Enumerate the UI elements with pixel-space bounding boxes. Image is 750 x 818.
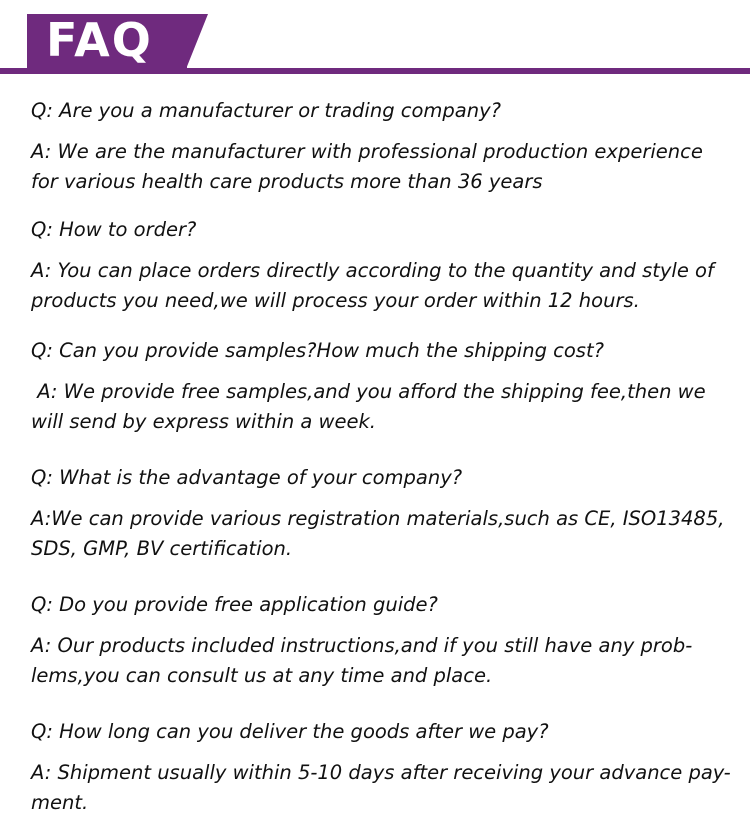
faq-question: Q: How long can you deliver the goods after we pay? (31, 720, 549, 743)
faq-answer: A: We provide free samples,and you afford the shipping fee,then we will send by express within a week. (31, 380, 706, 433)
faq-answer: A: We are the manufacturer with professional production experience for various health care products more than 36 years (31, 140, 703, 193)
faq-answer: A: You can place orders directly according to the quantity and style of products you need,we will process your order within 12 hours. (31, 259, 714, 312)
faq-question: Q: Are you a manufacturer or trading company? (31, 99, 501, 122)
faq-header (0, 0, 750, 76)
header-tab-slant (186, 14, 208, 69)
faq-question: Q: Can you provide samples?How much the shipping cost? (31, 339, 604, 362)
faq-answer: A: Our products included instructions,and if you still have any prob- lems,you can consult us at any time and place. (31, 634, 693, 687)
faq-item-samples (31, 336, 731, 437)
faq-question: Q: How to order? (31, 218, 197, 241)
faq-list (31, 96, 731, 818)
faq-answer: A: Shipment usually within 5-10 days after receiving your advance pay- ment. (31, 761, 731, 814)
header-divider (0, 68, 750, 74)
faq-item-manufacturer (31, 96, 731, 197)
faq-item-advantage (31, 463, 731, 564)
faq-item-application-guide (31, 590, 731, 691)
faq-item-delivery (31, 717, 731, 818)
faq-answer: A:We can provide various registration materials,such as CE, ISO13485, SDS, GMP, BV certification. (31, 507, 725, 560)
faq-question: Q: What is the advantage of your company? (31, 466, 463, 489)
page-title: FAQ (46, 13, 153, 67)
faq-question: Q: Do you provide free application guide? (31, 593, 438, 616)
faq-item-order (31, 215, 731, 316)
